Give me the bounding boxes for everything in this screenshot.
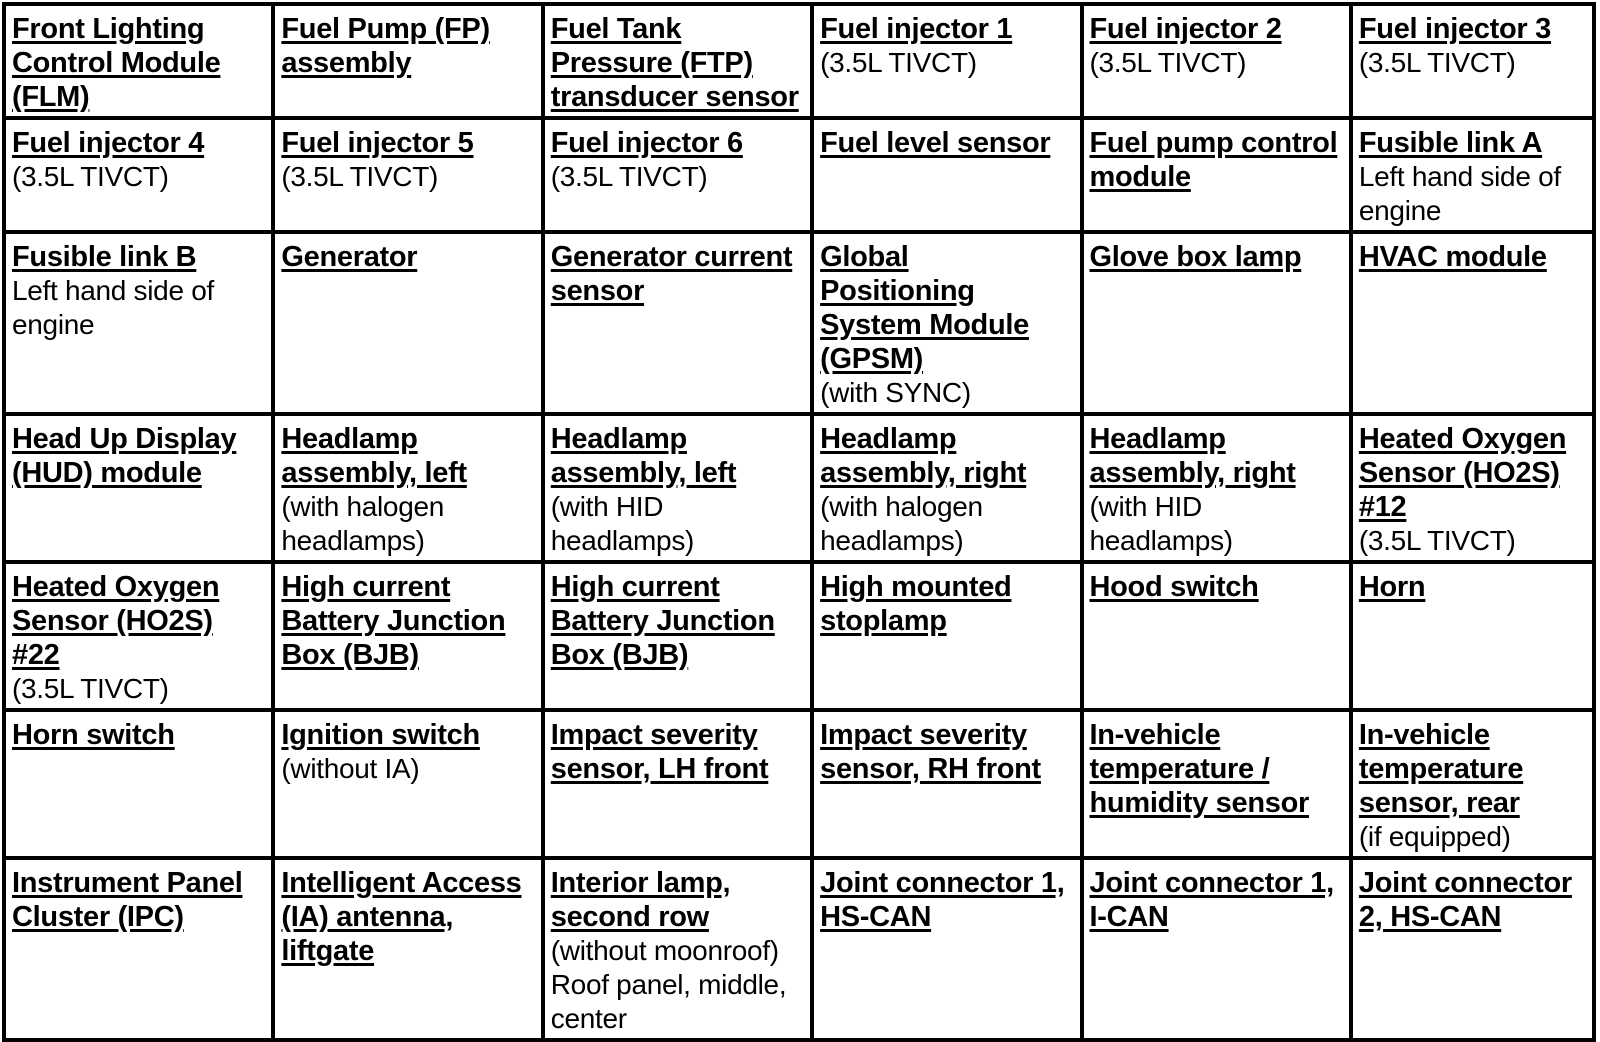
component-name[interactable]: High mounted stoplamp xyxy=(820,571,1012,637)
component-cell xyxy=(275,860,540,1038)
component-note: (3.5L TIVCT) xyxy=(820,47,977,78)
component-cell xyxy=(814,6,1079,116)
component-cell xyxy=(1084,6,1349,116)
table-row xyxy=(6,234,1592,412)
component-cell xyxy=(1084,564,1349,708)
component-cell xyxy=(545,416,810,560)
component-name[interactable]: Fuel injector 2 xyxy=(1089,13,1282,45)
component-note: (with HID headlamps) xyxy=(1089,491,1233,556)
component-name[interactable]: HVAC module xyxy=(1358,241,1547,273)
component-cell xyxy=(545,234,810,412)
component-cell xyxy=(545,6,810,116)
component-name[interactable]: Fuel injector 6 xyxy=(550,127,743,159)
component-cell xyxy=(1353,712,1592,856)
component-name[interactable]: Headlamp assembly, left xyxy=(281,423,467,489)
component-cell xyxy=(6,120,271,230)
component-name[interactable]: Heated Oxygen Sensor (HO2S) #12 xyxy=(1358,423,1567,523)
component-name[interactable]: Fuel injector 3 xyxy=(1358,13,1551,45)
component-cell xyxy=(275,564,540,708)
table-row xyxy=(6,564,1592,708)
component-name[interactable]: Generator xyxy=(281,241,418,273)
component-name[interactable]: Fuel pump control module xyxy=(1089,127,1338,193)
component-name[interactable]: Fuel Tank Pressure (FTP) transducer sensor xyxy=(550,13,799,113)
component-cell xyxy=(545,120,810,230)
component-name[interactable]: Headlamp assembly, left xyxy=(550,423,737,489)
component-note: (without moonroof) Roof panel, middle, center xyxy=(550,935,787,1034)
component-note: (with halogen headlamps) xyxy=(281,491,445,556)
component-name[interactable]: Fuel injector 1 xyxy=(820,13,1013,45)
component-cell xyxy=(6,416,271,560)
component-note: (3.5L TIVCT) xyxy=(1089,47,1247,78)
component-name[interactable]: Horn switch xyxy=(12,719,175,751)
component-name[interactable]: Intelligent Access (IA) antenna, liftgate xyxy=(281,867,522,967)
component-cell xyxy=(545,860,810,1038)
component-cell xyxy=(814,712,1079,856)
component-cell xyxy=(1084,860,1349,1038)
component-cell xyxy=(814,234,1079,412)
component-cell xyxy=(275,6,540,116)
component-note: (3.5L TIVCT) xyxy=(281,161,439,192)
table-row xyxy=(6,120,1592,230)
component-cell xyxy=(1353,416,1592,560)
component-name[interactable]: Ignition switch xyxy=(281,719,480,751)
component-name[interactable]: Headlamp assembly, right xyxy=(1089,423,1296,489)
component-note: (3.5L TIVCT) xyxy=(1358,525,1516,556)
component-cell xyxy=(6,6,271,116)
component-name[interactable]: Glove box lamp xyxy=(1089,241,1302,273)
component-cell xyxy=(814,860,1079,1038)
component-cell xyxy=(1353,564,1592,708)
table-row xyxy=(6,712,1592,856)
component-cell xyxy=(6,860,271,1038)
component-cell xyxy=(275,712,540,856)
component-note: (if equipped) xyxy=(1358,821,1511,852)
component-name[interactable]: In-vehicle temperature sensor, rear xyxy=(1358,719,1524,819)
table-row xyxy=(6,416,1592,560)
component-cell xyxy=(1353,120,1592,230)
component-cell xyxy=(814,416,1079,560)
component-name[interactable]: Global Positioning System Module (GPSM) xyxy=(820,241,1029,375)
component-name[interactable]: Hood switch xyxy=(1089,571,1259,603)
component-cell xyxy=(1353,6,1592,116)
component-name[interactable]: High current Battery Junction Box (BJB) xyxy=(550,571,775,671)
component-cell xyxy=(1353,234,1592,412)
component-location-table xyxy=(2,2,1596,1042)
component-cell xyxy=(1084,416,1349,560)
component-name[interactable]: Interior lamp, second row xyxy=(550,867,731,933)
component-cell xyxy=(545,564,810,708)
component-name[interactable]: In-vehicle temperature / humidity sensor xyxy=(1089,719,1309,819)
component-cell xyxy=(6,234,271,412)
component-name[interactable]: Heated Oxygen Sensor (HO2S) #22 xyxy=(12,571,220,671)
component-name[interactable]: Joint connector 2, HS-CAN xyxy=(1358,867,1572,933)
component-cell xyxy=(1353,860,1592,1038)
component-name[interactable]: Fuel injector 5 xyxy=(281,127,474,159)
component-note: Left hand side of engine xyxy=(12,275,214,340)
component-note: (3.5L TIVCT) xyxy=(12,673,169,704)
component-name[interactable]: Fusible link A xyxy=(1358,127,1543,159)
component-name[interactable]: Fuel injector 4 xyxy=(12,127,205,159)
component-name[interactable]: High current Battery Junction Box (BJB) xyxy=(281,571,506,671)
component-cell xyxy=(6,564,271,708)
component-note: (without IA) xyxy=(281,753,420,784)
component-note: (3.5L TIVCT) xyxy=(12,161,169,192)
component-name[interactable]: Headlamp assembly, right xyxy=(820,423,1027,489)
component-note: (3.5L TIVCT) xyxy=(1358,47,1516,78)
component-note: (3.5L TIVCT) xyxy=(550,161,708,192)
component-name[interactable]: Head Up Display (HUD) module xyxy=(12,423,237,489)
component-note: Left hand side of engine xyxy=(1358,161,1561,226)
component-name[interactable]: Joint connector 1, HS-CAN xyxy=(820,867,1065,933)
table-row xyxy=(6,6,1592,116)
component-note: (with HID headlamps) xyxy=(550,491,695,556)
component-cell xyxy=(275,416,540,560)
component-cell xyxy=(1084,234,1349,412)
component-name[interactable]: Front Lighting Control Module (FLM) xyxy=(12,13,221,113)
component-name[interactable]: Instrument Panel Cluster (IPC) xyxy=(12,867,243,933)
component-note: (with SYNC) xyxy=(820,377,971,408)
component-cell xyxy=(1084,712,1349,856)
component-cell xyxy=(814,564,1079,708)
component-name[interactable]: Horn xyxy=(1358,571,1426,603)
component-name[interactable]: Joint connector 1, I-CAN xyxy=(1089,867,1334,933)
component-name[interactable]: Fuel level sensor xyxy=(820,127,1051,159)
component-name[interactable]: Impact severity sensor, LH front xyxy=(550,719,769,785)
table-row xyxy=(6,860,1592,1038)
component-name[interactable]: Generator current sensor xyxy=(550,241,793,307)
component-name[interactable]: Impact severity sensor, RH front xyxy=(820,719,1041,785)
component-cell xyxy=(275,234,540,412)
component-name[interactable]: Fusible link B xyxy=(12,241,197,273)
component-cell xyxy=(814,120,1079,230)
component-note: (with halogen headlamps) xyxy=(820,491,983,556)
component-name[interactable]: Fuel Pump (FP) assembly xyxy=(281,13,490,79)
component-cell xyxy=(275,120,540,230)
component-cell xyxy=(6,712,271,856)
component-cell xyxy=(545,712,810,856)
table-body xyxy=(6,6,1592,1038)
component-cell xyxy=(1084,120,1349,230)
